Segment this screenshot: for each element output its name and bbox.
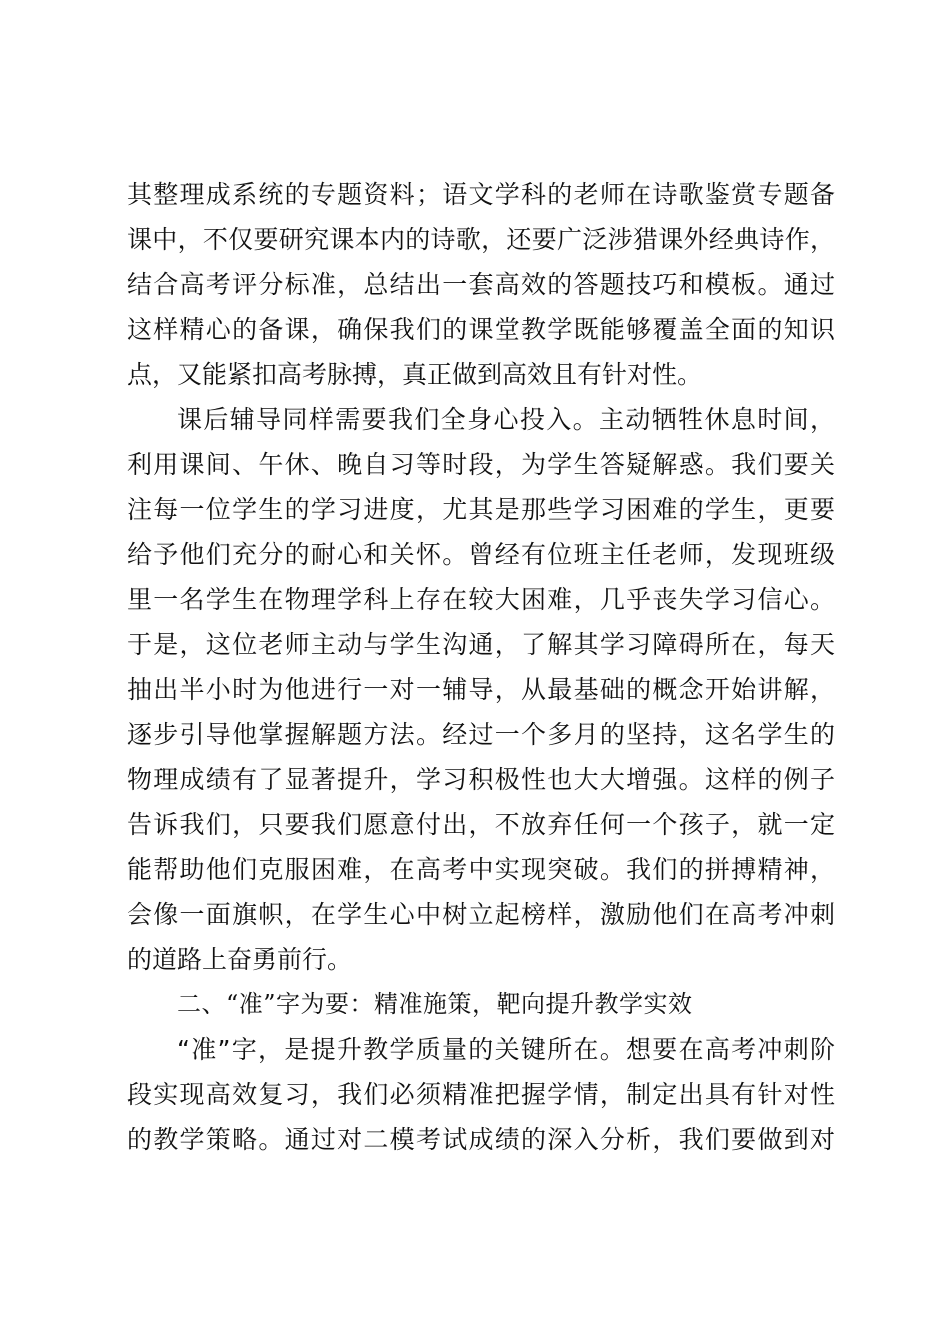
text-line: 给予他们充分的耐心和关怀。曾经有位班主任老师，发现班级 [127, 540, 835, 569]
text-line: 注每一位学生的学习进度，尤其是那些学习困难的学生，更要 [127, 495, 835, 524]
text-line: 课后辅导同样需要我们全身心投入。主动牺牲休息时间， [177, 405, 835, 434]
text-line: 物理成绩有了显著提升，学习积极性也大大增强。这样的例子 [127, 765, 835, 794]
text-line: 里一名学生在物理学科上存在较大困难，几乎丧失学习信心。 [127, 585, 835, 614]
text-line: 其整理成系统的专题资料；语文学科的老师在诗歌鉴赏专题备 [127, 180, 835, 209]
text-line: 的道路上奋勇前行。 [127, 945, 353, 974]
text-line: 抽出半小时为他进行一对一辅导，从最基础的概念开始讲解， [127, 675, 835, 704]
text-line: 告诉我们，只要我们愿意付出，不放弃任何一个孩子，就一定 [127, 810, 835, 839]
text-line: 逐步引导他掌握解题方法。经过一个多月的坚持，这名学生的 [127, 720, 835, 749]
text-line: 能帮助他们克服困难，在高考中实现突破。我们的拼搏精神， [127, 855, 835, 884]
text-line: 结合高考评分标准，总结出一套高效的答题技巧和模板。通过 [127, 270, 835, 299]
text-line: 利用课间、午休、晚自习等时段，为学生答疑解惑。我们要关 [127, 450, 835, 479]
heading-text: 二、“准”字为要：精准施策，靶向提升教学实效 [177, 990, 693, 1018]
text-line: 课中，不仅要研究课本内的诗歌，还要广泛涉猎课外经典诗作， [127, 225, 835, 254]
text-line: 于是，这位老师主动与学生沟通，了解其学习障碍所在，每天 [127, 630, 835, 659]
section-heading [127, 982, 835, 1027]
text-line: 的教学策略。通过对二模考试成绩的深入分析，我们要做到对 [127, 1125, 835, 1154]
paragraph-3 [127, 1027, 835, 1162]
text-line: 会像一面旗帜，在学生心中树立起榜样，激励他们在高考冲刺 [127, 900, 835, 929]
paragraph-2 [127, 397, 835, 982]
text-line: 点，又能紧扣高考脉搏，真正做到高效且有针对性。 [127, 360, 703, 389]
text-line: 这样精心的备课，确保我们的课堂教学既能够覆盖全面的知识 [127, 315, 835, 344]
text-line: 段实现高效复习，我们必须精准把握学情，制定出具有针对性 [127, 1080, 835, 1109]
paragraph-1 [127, 172, 835, 397]
text-line: “准”字，是提升教学质量的关键所在。想要在高考冲刺阶 [177, 1035, 835, 1064]
